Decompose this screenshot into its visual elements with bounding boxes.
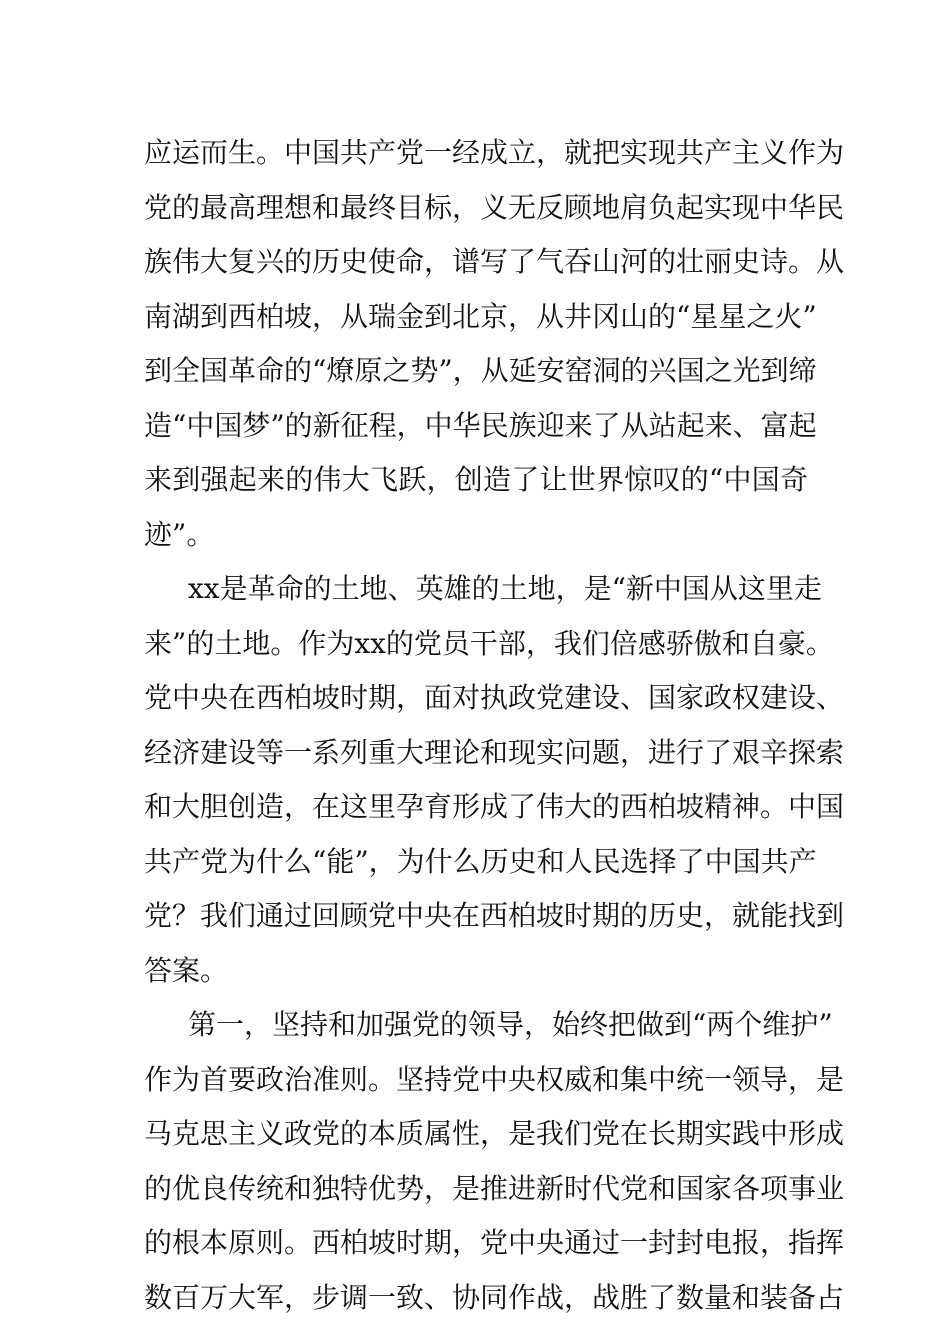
paragraph-2-line-6: 共产党为什么“能”，为什么历史和人民选择了中国共产 (144, 844, 817, 878)
paragraph-1-line-2: 党的最高理想和最终目标，义无反顾地肩负起实现中华民 (144, 190, 845, 224)
paragraph-1-line-6: 造“中国梦”的新征程，中华民族迎来了从站起来、富起 (144, 408, 817, 442)
paragraph-3-line-5: 的根本原则。西柏坡时期，党中央通过一封封电报，指挥 (144, 1226, 845, 1259)
paragraph-3-line-1: 第一，坚持和加强党的领导，始终把做到“两个维护” (188, 1008, 833, 1041)
paragraph-2-line-1: xx是革命的土地、英雄的土地，是“新中国从这里走 (188, 572, 822, 605)
paragraph-2-line-8: 答案。 (144, 953, 229, 987)
paragraph-3-line-6: 数百万大军，步调一致、协同作战，战胜了数量和装备占 (144, 1280, 845, 1314)
paragraph-3-line-4: 的优良传统和独特优势，是推进新时代党和国家各项事业 (144, 1171, 845, 1205)
body-text (144, 126, 845, 1325)
paragraph-1-line-4: 南湖到西柏坡，从瑞金到北京，从井冈山的“星星之火” (144, 299, 817, 333)
paragraph-1-line-3: 族伟大复兴的历史使命，谱写了气吞山河的壮丽史诗。从 (144, 245, 845, 278)
paragraph-2-line-5: 和大胆创造，在这里孕育形成了伟大的西柏坡精神。中国 (144, 790, 845, 823)
paragraph-3-line-3: 马克思主义政党的本质属性，是我们党在长期实践中形成 (144, 1117, 845, 1150)
paragraph-1-line-1: 应运而生。中国共产党一经成立，就把实现共产主义作为 (144, 136, 845, 169)
paragraph-2-line-4: 经济建设等一系列重大理论和现实问题，进行了艰辛探索 (144, 735, 845, 769)
paragraph-1-line-8: 迹”。 (144, 517, 215, 551)
paragraph-2-line-3: 党中央在西柏坡时期，面对执政党建设、国家政权建设、 (144, 681, 845, 714)
paragraph-2-line-7: 党？我们通过回顾党中央在西柏坡时期的历史，就能找到 (144, 899, 845, 932)
paragraph-1-line-7: 来到强起来的伟大飞跃，创造了让世界惊叹的“中国奇 (144, 463, 808, 496)
paragraph-1-line-5: 到全国革命的“燎原之势”，从延安窑洞的兴国之光到缔 (144, 354, 817, 387)
paragraph-3-line-2: 作为首要政治准则。坚持党中央权威和集中统一领导，是 (144, 1062, 845, 1096)
paragraph-2-line-2: 来”的土地。作为xx的党员干部，我们倍感骄傲和自豪。 (144, 626, 834, 660)
